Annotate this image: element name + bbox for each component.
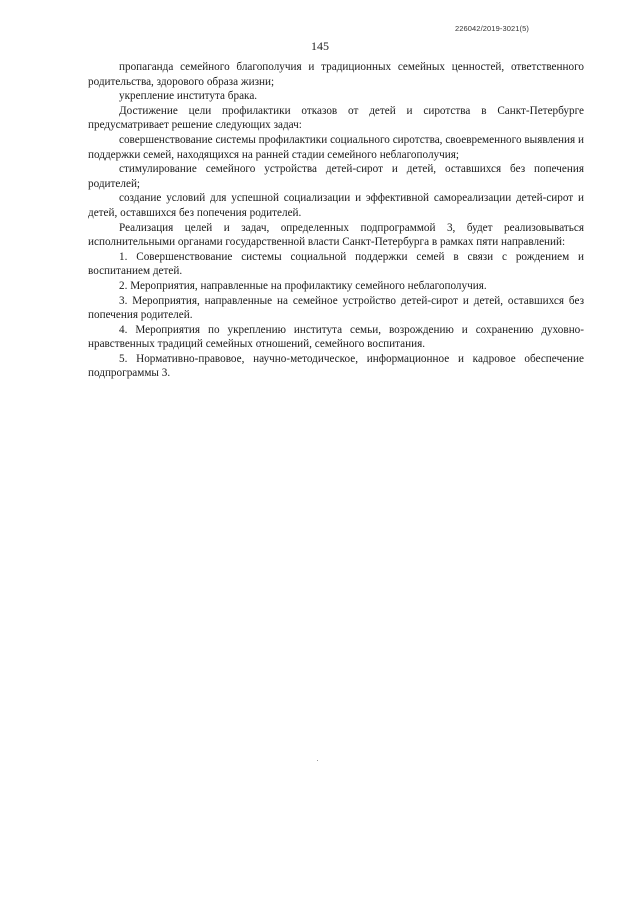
page-number: 145 bbox=[311, 39, 329, 53]
paragraph-marriage: укрепление института брака. bbox=[119, 90, 258, 103]
paragraph-task-socialization: создание условий для успешной социализации и эффективной самореализации детей-сирот и детей, оставшихся без попечения родителей. bbox=[88, 192, 584, 219]
list-item-3: 3. Мероприятия, направленные на семейное устройство детей-сирот и детей, оставшихся без попечения родителей. bbox=[88, 294, 584, 322]
paragraph-goal-intro: Достижение цели профилактики отказов от детей и сиротства в Санкт-Петербурге предусматривает решение следующих задач: bbox=[88, 104, 584, 132]
paragraph-family-values: пропаганда семейного благополучия и традиционных семейных ценностей, ответственного родительства, здорового образа жизни; bbox=[88, 61, 584, 88]
list-item-2: 2. Мероприятия, направленные на профилактику семейного неблагополучия. bbox=[119, 279, 487, 292]
list-item-4: 4. Мероприятия по укреплению института семьи, возрождению и сохранению духовно-нравственных традиций семейных отношений, семейного воспитания. bbox=[88, 323, 584, 351]
paragraph-task-prevention: совершенствование системы профилактики социального сиротства, своевременного выявления и поддержки семей, находящихся на ранней стадии семейного неблагополучия; bbox=[88, 133, 584, 161]
list-item-1: 1. Совершенствование системы социальной поддержки семей в связи с рождением и воспитанием детей. bbox=[88, 250, 584, 278]
list-item-5: 5. Нормативно-правовое, научно-методическое, информационное и кадровое обеспечение подпрограммы 3. bbox=[88, 352, 584, 380]
document-id: 226042/2019-3021(5) bbox=[454, 24, 529, 33]
paragraph-implementation: Реализация целей и задач, определенных подпрограммой 3, будет реализовываться исполнительными органами государственной власти Санкт-Петербурга в рамках пяти направлений: bbox=[88, 221, 584, 249]
paragraph-task-placement: стимулирование семейного устройства детей-сирот и детей, оставшихся без попечения родителей; bbox=[88, 163, 584, 190]
document-body bbox=[88, 60, 584, 381]
scan-speck bbox=[317, 760, 318, 761]
